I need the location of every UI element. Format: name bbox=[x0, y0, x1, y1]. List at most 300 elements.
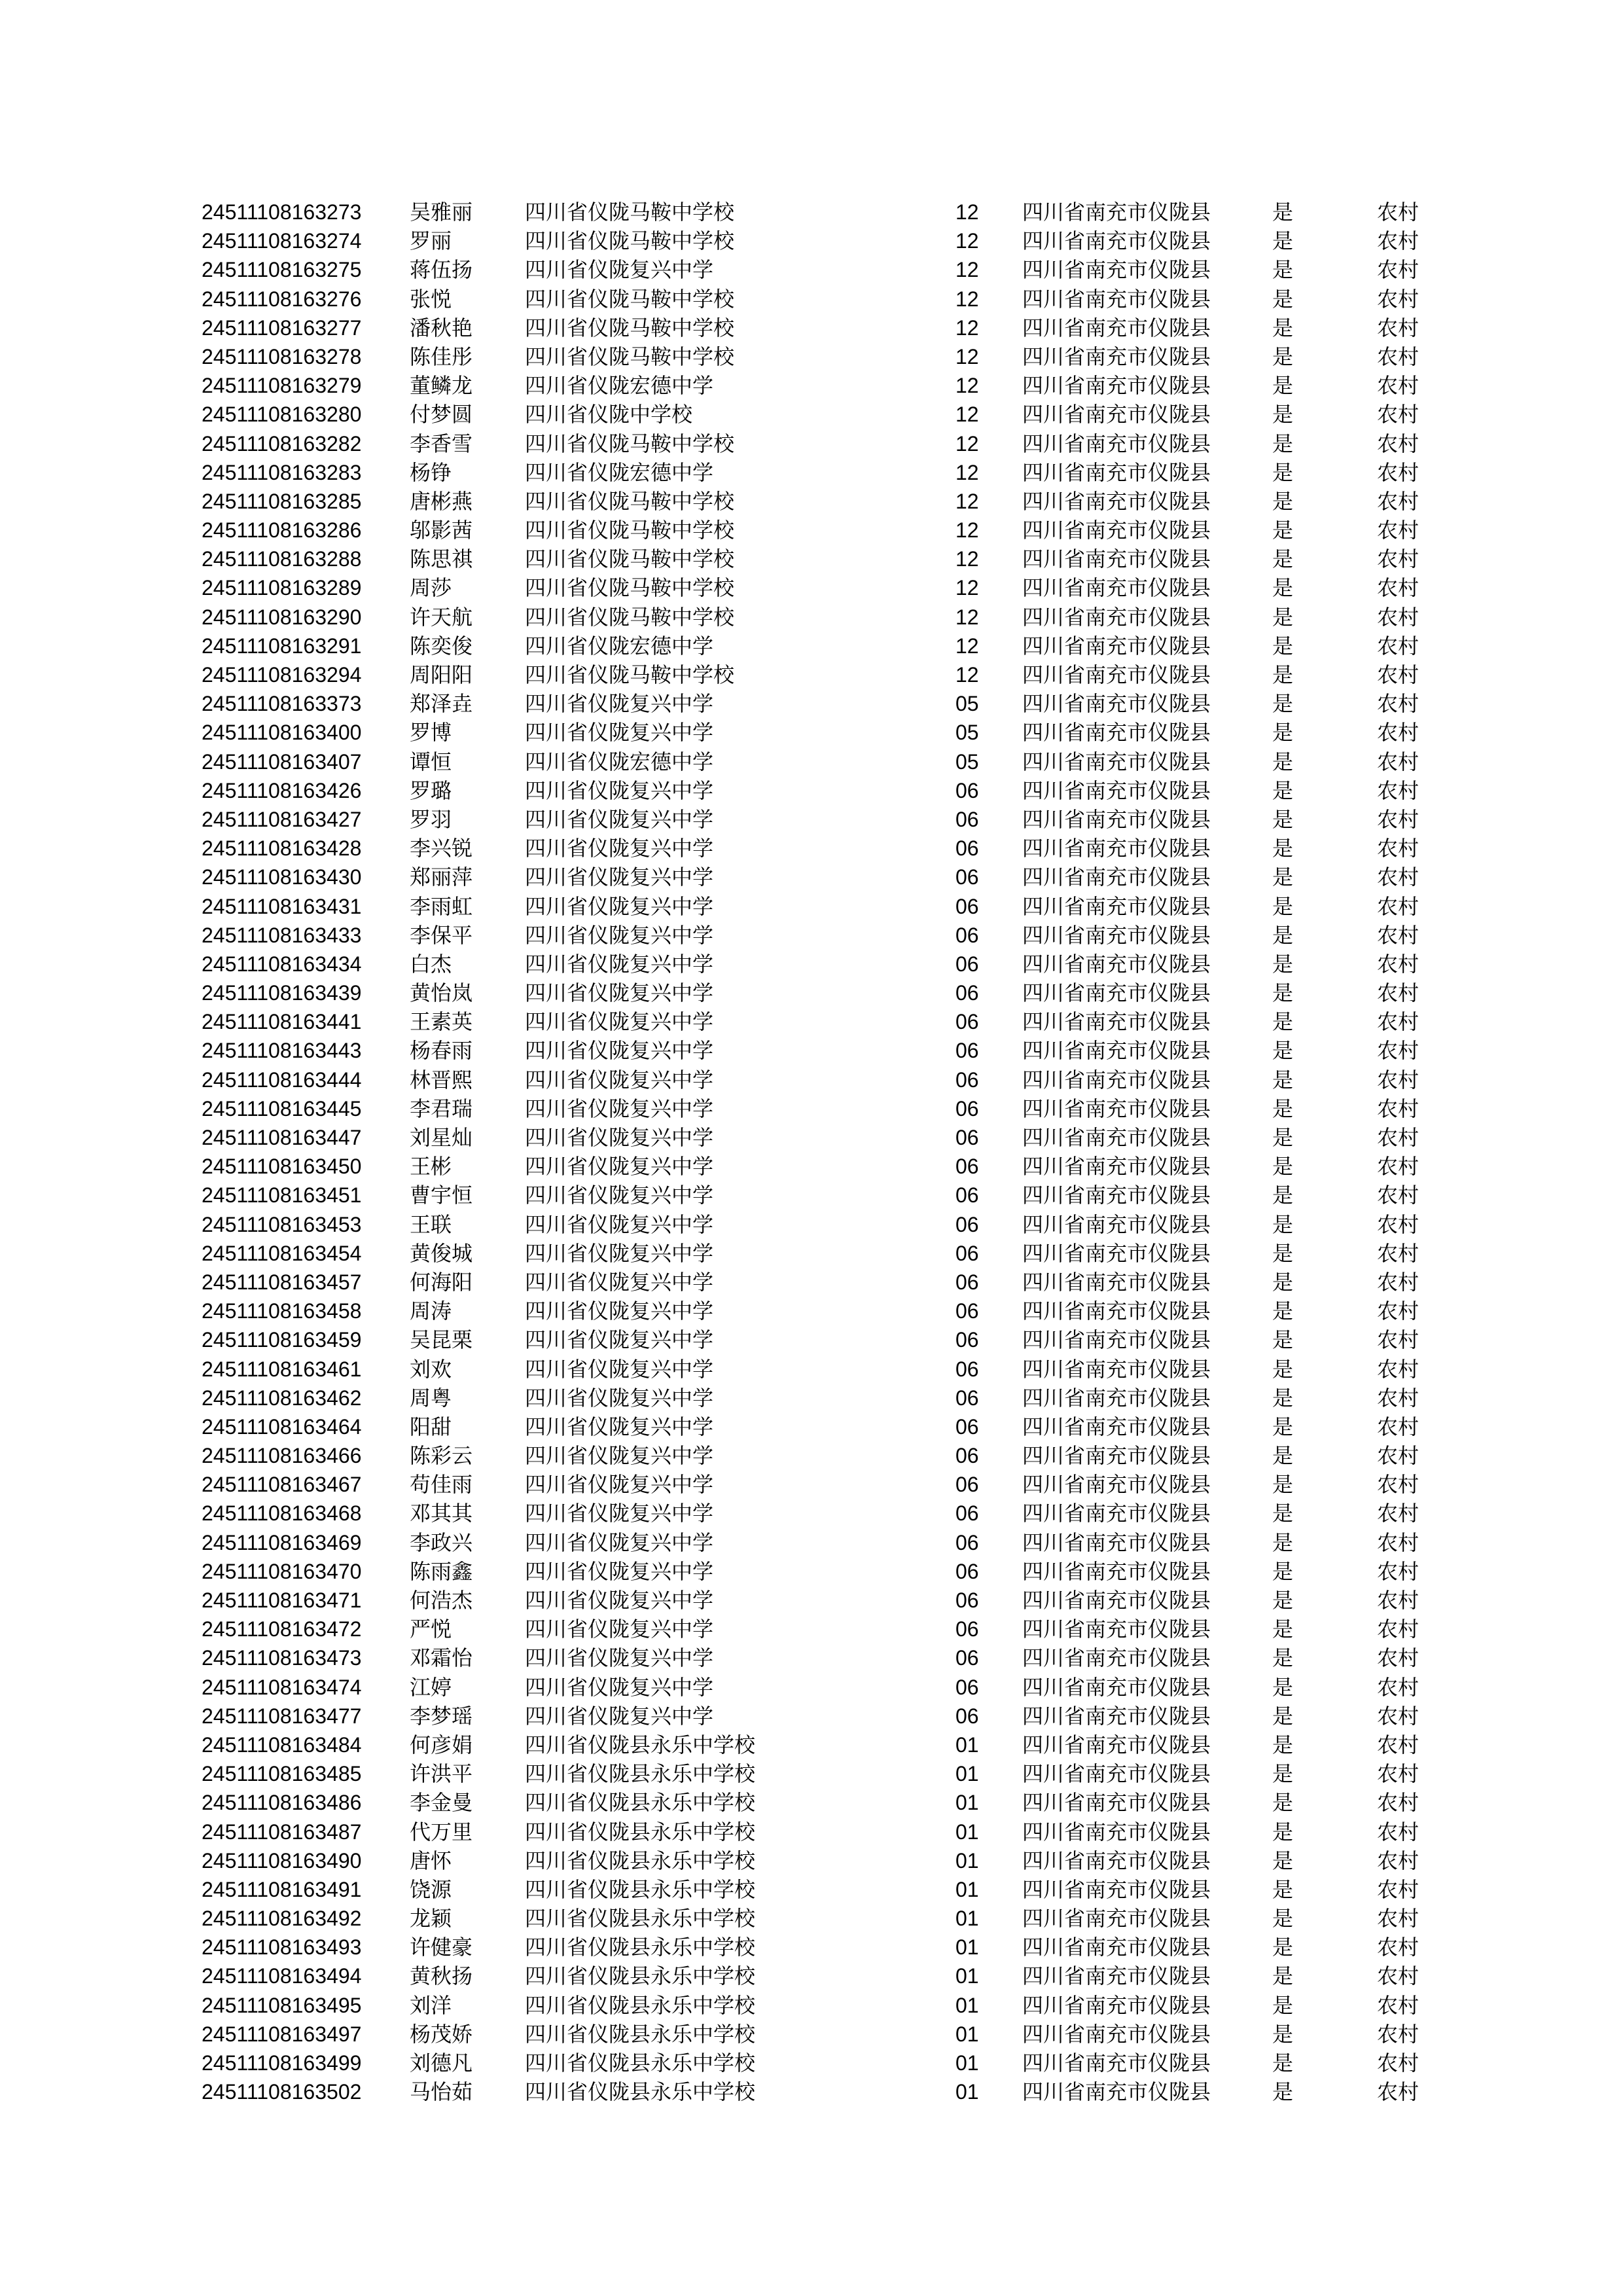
class-number: 12 bbox=[955, 200, 979, 224]
school-name: 四川省仪陇复兴中学 bbox=[525, 1414, 714, 1439]
address: 四川省南充市仪陇县 bbox=[1022, 1472, 1211, 1498]
table-row bbox=[202, 1991, 1445, 2020]
school-name: 四川省仪陇复兴中学 bbox=[525, 1096, 714, 1121]
student-id: 24511108163499 bbox=[202, 2051, 362, 2075]
class-number: 06 bbox=[955, 1414, 979, 1439]
address: 四川省南充市仪陇县 bbox=[1022, 1588, 1211, 1613]
table-row bbox=[202, 1412, 1445, 1441]
residence-type: 农村 bbox=[1377, 1732, 1419, 1757]
flag-value: 是 bbox=[1272, 951, 1294, 977]
table-row bbox=[202, 1297, 1445, 1325]
residence-type: 农村 bbox=[1377, 518, 1419, 543]
student-id: 24511108163275 bbox=[202, 258, 362, 282]
class-number: 12 bbox=[955, 229, 979, 253]
address: 四川省南充市仪陇县 bbox=[1022, 980, 1211, 1006]
student-name: 王素英 bbox=[410, 1009, 473, 1035]
flag-value: 是 bbox=[1272, 1761, 1294, 1787]
residence-type: 农村 bbox=[1377, 1501, 1419, 1526]
student-id: 24511108163285 bbox=[202, 489, 362, 513]
student-name: 王彬 bbox=[410, 1154, 452, 1179]
school-name: 四川省仪陇复兴中学 bbox=[525, 1299, 714, 1324]
table-row bbox=[202, 2020, 1445, 2049]
class-number: 12 bbox=[955, 460, 979, 484]
address: 四川省南充市仪陇县 bbox=[1022, 575, 1211, 601]
table-row bbox=[202, 545, 1445, 573]
residence-type: 农村 bbox=[1377, 1558, 1419, 1584]
class-number: 12 bbox=[955, 431, 979, 456]
school-name: 四川省仪陇县永乐中学校 bbox=[525, 1935, 756, 1960]
school-name: 四川省仪陇复兴中学 bbox=[525, 1240, 714, 1266]
school-name: 四川省仪陇复兴中学 bbox=[525, 836, 714, 861]
student-id: 24511108163289 bbox=[202, 576, 362, 600]
class-number: 06 bbox=[955, 1067, 979, 1092]
address: 四川省南充市仪陇县 bbox=[1022, 1761, 1211, 1787]
student-id: 24511108163493 bbox=[202, 1935, 362, 1960]
table-row bbox=[202, 660, 1445, 689]
class-number: 12 bbox=[955, 518, 979, 543]
student-id: 24511108163443 bbox=[202, 1039, 362, 1063]
class-number: 06 bbox=[955, 1096, 979, 1121]
table-row bbox=[202, 1325, 1445, 1354]
class-number: 12 bbox=[955, 663, 979, 687]
flag-value: 是 bbox=[1272, 1240, 1294, 1266]
residence-type: 农村 bbox=[1377, 488, 1419, 514]
address: 四川省南充市仪陇县 bbox=[1022, 431, 1211, 456]
class-number: 06 bbox=[955, 778, 979, 802]
table-row bbox=[202, 1384, 1445, 1412]
table-row bbox=[202, 1355, 1445, 1384]
class-number: 12 bbox=[955, 287, 979, 311]
class-number: 06 bbox=[955, 1126, 979, 1149]
student-id: 24511108163458 bbox=[202, 1299, 362, 1323]
table-row bbox=[202, 1673, 1445, 1702]
table-row bbox=[202, 342, 1445, 371]
class-number: 01 bbox=[955, 1848, 979, 1873]
table-row bbox=[202, 226, 1445, 255]
class-number: 01 bbox=[955, 2080, 979, 2104]
table-row bbox=[202, 689, 1445, 718]
school-name: 四川省仪陇县永乐中学校 bbox=[525, 1992, 756, 2018]
student-id: 24511108163497 bbox=[202, 2022, 362, 2046]
table-row bbox=[202, 429, 1445, 458]
student-id: 24511108163484 bbox=[202, 1732, 362, 1757]
class-number: 12 bbox=[955, 489, 979, 513]
address: 四川省南充市仪陇县 bbox=[1022, 893, 1211, 919]
student-name: 周粤 bbox=[410, 1385, 452, 1410]
student-name: 唐彬燕 bbox=[410, 488, 473, 514]
student-name: 陈佳彤 bbox=[410, 344, 473, 369]
student-name: 唐怀 bbox=[410, 1848, 452, 1873]
student-id: 24511108163487 bbox=[202, 1820, 362, 1844]
student-name: 王联 bbox=[410, 1211, 452, 1237]
school-name: 四川省仪陇复兴中学 bbox=[525, 720, 714, 745]
student-id: 24511108163468 bbox=[202, 1501, 362, 1526]
table-row bbox=[202, 950, 1445, 978]
student-name: 郑泽垚 bbox=[410, 691, 473, 717]
table-row bbox=[202, 1557, 1445, 1586]
flag-value: 是 bbox=[1272, 518, 1294, 543]
student-id: 24511108163485 bbox=[202, 1762, 362, 1786]
school-name: 四川省仪陇县永乐中学校 bbox=[525, 1732, 756, 1757]
residence-type: 农村 bbox=[1377, 257, 1419, 283]
student-id: 24511108163286 bbox=[202, 518, 362, 543]
flag-value: 是 bbox=[1272, 1125, 1294, 1150]
class-number: 05 bbox=[955, 749, 979, 774]
student-id: 24511108163471 bbox=[202, 1588, 362, 1612]
student-id: 24511108163400 bbox=[202, 721, 362, 745]
residence-type: 农村 bbox=[1377, 1617, 1419, 1642]
school-name: 四川省仪陇复兴中学 bbox=[525, 1501, 714, 1526]
school-name: 四川省仪陇县永乐中学校 bbox=[525, 1848, 756, 1873]
student-name: 罗璐 bbox=[410, 778, 452, 803]
student-name: 黄秋扬 bbox=[410, 1964, 473, 1989]
residence-type: 农村 bbox=[1377, 1009, 1419, 1035]
residence-type: 农村 bbox=[1377, 604, 1419, 630]
class-number: 01 bbox=[955, 1993, 979, 2017]
class-number: 06 bbox=[955, 1704, 979, 1728]
student-id: 24511108163427 bbox=[202, 807, 362, 831]
flag-value: 是 bbox=[1272, 1443, 1294, 1469]
residence-type: 农村 bbox=[1377, 1067, 1419, 1092]
table-row bbox=[202, 1818, 1445, 1846]
student-id: 24511108163474 bbox=[202, 1675, 362, 1699]
residence-type: 农村 bbox=[1377, 2051, 1419, 2075]
flag-value: 是 bbox=[1272, 1848, 1294, 1873]
school-name: 四川省仪陇复兴中学 bbox=[525, 1588, 714, 1613]
flag-value: 是 bbox=[1272, 344, 1294, 369]
table-row bbox=[202, 487, 1445, 516]
student-id: 24511108163461 bbox=[202, 1357, 362, 1381]
school-name: 四川省仪陇马鞍中学校 bbox=[525, 547, 735, 572]
table-row bbox=[202, 1470, 1445, 1499]
student-name: 周阳阳 bbox=[410, 662, 473, 687]
school-name: 四川省仪陇复兴中学 bbox=[525, 778, 714, 803]
flag-value: 是 bbox=[1272, 1617, 1294, 1642]
school-name: 四川省仪陇复兴中学 bbox=[525, 1703, 714, 1729]
table-row bbox=[202, 1210, 1445, 1239]
flag-value: 是 bbox=[1272, 893, 1294, 919]
school-name: 四川省仪陇县永乐中学校 bbox=[525, 1906, 756, 1931]
school-name: 四川省仪陇复兴中学 bbox=[525, 1472, 714, 1498]
student-name: 黄怡岚 bbox=[410, 980, 473, 1006]
student-id: 24511108163492 bbox=[202, 1907, 362, 1931]
residence-type: 农村 bbox=[1377, 575, 1419, 601]
student-id: 24511108163457 bbox=[202, 1270, 362, 1294]
school-name: 四川省仪陇宏德中学 bbox=[525, 459, 714, 485]
table-row bbox=[202, 978, 1445, 1007]
address: 四川省南充市仪陇县 bbox=[1022, 749, 1211, 774]
flag-value: 是 bbox=[1272, 1269, 1294, 1295]
student-name: 邓其其 bbox=[410, 1501, 473, 1526]
residence-type: 农村 bbox=[1377, 922, 1419, 948]
table-row bbox=[202, 573, 1445, 602]
address: 四川省南充市仪陇县 bbox=[1022, 1327, 1211, 1353]
class-number: 06 bbox=[955, 1559, 979, 1583]
student-name: 龙颖 bbox=[410, 1906, 452, 1931]
class-number: 06 bbox=[955, 1646, 979, 1670]
residence-type: 农村 bbox=[1377, 1385, 1419, 1410]
class-number: 06 bbox=[955, 1039, 979, 1063]
student-name: 李梦瑶 bbox=[410, 1703, 473, 1729]
address: 四川省南充市仪陇县 bbox=[1022, 1790, 1211, 1816]
class-number: 06 bbox=[955, 1357, 979, 1381]
student-name: 江婷 bbox=[410, 1674, 452, 1700]
student-name: 付梦圆 bbox=[410, 402, 473, 427]
student-name: 刘星灿 bbox=[410, 1125, 473, 1150]
table-row bbox=[202, 371, 1445, 400]
table-row bbox=[202, 1586, 1445, 1615]
student-id: 24511108163502 bbox=[202, 2080, 362, 2104]
residence-type: 农村 bbox=[1377, 1443, 1419, 1469]
school-name: 四川省仪陇宏德中学 bbox=[525, 749, 714, 774]
residence-type: 农村 bbox=[1377, 1327, 1419, 1353]
student-name: 代万里 bbox=[410, 1819, 473, 1844]
flag-value: 是 bbox=[1272, 1211, 1294, 1237]
student-id: 24511108163477 bbox=[202, 1704, 362, 1728]
student-name: 董鳞龙 bbox=[410, 373, 473, 399]
student-name: 李保平 bbox=[410, 922, 473, 948]
residence-type: 农村 bbox=[1377, 865, 1419, 890]
residence-type: 农村 bbox=[1377, 980, 1419, 1006]
student-name: 吴昆栗 bbox=[410, 1327, 473, 1353]
school-name: 四川省仪陇复兴中学 bbox=[525, 806, 714, 832]
school-name: 四川省仪陇复兴中学 bbox=[525, 1211, 714, 1237]
flag-value: 是 bbox=[1272, 1009, 1294, 1035]
residence-type: 农村 bbox=[1377, 1530, 1419, 1555]
class-number: 06 bbox=[955, 923, 979, 947]
flag-value: 是 bbox=[1272, 228, 1294, 254]
address: 四川省南充市仪陇县 bbox=[1022, 2079, 1211, 2105]
residence-type: 农村 bbox=[1377, 344, 1419, 369]
student-name: 刘德凡 bbox=[410, 2051, 473, 2075]
address: 四川省南充市仪陇县 bbox=[1022, 402, 1211, 427]
table-row bbox=[202, 400, 1445, 429]
residence-type: 农村 bbox=[1377, 431, 1419, 456]
table-row bbox=[202, 516, 1445, 545]
address: 四川省南充市仪陇县 bbox=[1022, 315, 1211, 340]
student-id: 24511108163283 bbox=[202, 460, 362, 484]
address: 四川省南充市仪陇县 bbox=[1022, 1906, 1211, 1931]
student-id: 24511108163462 bbox=[202, 1386, 362, 1410]
address: 四川省南充市仪陇县 bbox=[1022, 1096, 1211, 1121]
flag-value: 是 bbox=[1272, 547, 1294, 572]
flag-value: 是 bbox=[1272, 1992, 1294, 2018]
residence-type: 农村 bbox=[1377, 1819, 1419, 1844]
student-id: 24511108163431 bbox=[202, 894, 362, 918]
school-name: 四川省仪陇马鞍中学校 bbox=[525, 662, 735, 687]
residence-type: 农村 bbox=[1377, 1414, 1419, 1439]
class-number: 06 bbox=[955, 1473, 979, 1497]
flag-value: 是 bbox=[1272, 1935, 1294, 1960]
residence-type: 农村 bbox=[1377, 1964, 1419, 1989]
school-name: 四川省仪陇县永乐中学校 bbox=[525, 1876, 756, 1902]
address: 四川省南充市仪陇县 bbox=[1022, 1443, 1211, 1469]
table-row bbox=[202, 1123, 1445, 1152]
school-name: 四川省仪陇县永乐中学校 bbox=[525, 1964, 756, 1989]
student-name: 郑丽萍 bbox=[410, 865, 473, 890]
table-row bbox=[202, 1759, 1445, 1788]
school-name: 四川省仪陇复兴中学 bbox=[525, 951, 714, 977]
table-row bbox=[202, 776, 1445, 805]
table-row bbox=[202, 285, 1445, 314]
student-id: 24511108163434 bbox=[202, 952, 362, 976]
student-name: 张悦 bbox=[410, 286, 452, 312]
flag-value: 是 bbox=[1272, 1183, 1294, 1208]
table-row bbox=[202, 863, 1445, 891]
flag-value: 是 bbox=[1272, 315, 1294, 340]
class-number: 01 bbox=[955, 1791, 979, 1815]
address: 四川省南充市仪陇县 bbox=[1022, 1154, 1211, 1179]
table-row bbox=[202, 1066, 1445, 1094]
flag-value: 是 bbox=[1272, 1154, 1294, 1179]
class-number: 06 bbox=[955, 1270, 979, 1294]
flag-value: 是 bbox=[1272, 402, 1294, 427]
school-name: 四川省仪陇复兴中学 bbox=[525, 1183, 714, 1208]
address: 四川省南充市仪陇县 bbox=[1022, 1414, 1211, 1439]
class-number: 01 bbox=[955, 2022, 979, 2046]
residence-type: 农村 bbox=[1377, 1935, 1419, 1960]
address: 四川省南充市仪陇县 bbox=[1022, 836, 1211, 861]
class-number: 06 bbox=[955, 1501, 979, 1526]
student-name: 何浩杰 bbox=[410, 1588, 473, 1613]
class-number: 01 bbox=[955, 1820, 979, 1844]
address: 四川省南充市仪陇县 bbox=[1022, 1240, 1211, 1266]
class-number: 01 bbox=[955, 1877, 979, 1901]
school-name: 四川省仪陇复兴中学 bbox=[525, 865, 714, 890]
address: 四川省南充市仪陇县 bbox=[1022, 1356, 1211, 1382]
residence-type: 农村 bbox=[1377, 1761, 1419, 1787]
address: 四川省南充市仪陇县 bbox=[1022, 1183, 1211, 1208]
student-id: 24511108163273 bbox=[202, 200, 362, 224]
school-name: 四川省仪陇马鞍中学校 bbox=[525, 488, 735, 514]
residence-type: 农村 bbox=[1377, 1645, 1419, 1671]
school-name: 四川省仪陇马鞍中学校 bbox=[525, 604, 735, 630]
school-name: 四川省仪陇县永乐中学校 bbox=[525, 1761, 756, 1787]
student-name: 白杰 bbox=[410, 951, 452, 977]
class-number: 06 bbox=[955, 836, 979, 861]
student-id: 24511108163490 bbox=[202, 1848, 362, 1873]
address: 四川省南充市仪陇县 bbox=[1022, 720, 1211, 745]
school-name: 四川省仪陇马鞍中学校 bbox=[525, 315, 735, 340]
flag-value: 是 bbox=[1272, 1732, 1294, 1757]
residence-type: 农村 bbox=[1377, 1240, 1419, 1266]
residence-type: 农村 bbox=[1377, 547, 1419, 572]
school-name: 四川省仪陇复兴中学 bbox=[525, 1067, 714, 1092]
residence-type: 农村 bbox=[1377, 720, 1419, 745]
class-number: 01 bbox=[955, 1762, 979, 1786]
class-number: 06 bbox=[955, 1386, 979, 1410]
student-name: 严悦 bbox=[410, 1617, 452, 1642]
student-name: 许洪平 bbox=[410, 1761, 473, 1787]
residence-type: 农村 bbox=[1377, 1038, 1419, 1064]
table-row bbox=[202, 718, 1445, 747]
class-number: 06 bbox=[955, 1530, 979, 1554]
class-number: 06 bbox=[955, 1588, 979, 1612]
class-number: 01 bbox=[955, 1907, 979, 1931]
student-id: 24511108163288 bbox=[202, 547, 362, 571]
address: 四川省南充市仪陇县 bbox=[1022, 1964, 1211, 1989]
student-id: 24511108163439 bbox=[202, 981, 362, 1005]
table-row bbox=[202, 1643, 1445, 1672]
table-row bbox=[202, 1239, 1445, 1268]
table-row bbox=[202, 805, 1445, 834]
flag-value: 是 bbox=[1272, 1472, 1294, 1498]
school-name: 四川省仪陇复兴中学 bbox=[525, 691, 714, 717]
residence-type: 农村 bbox=[1377, 806, 1419, 832]
student-id: 24511108163495 bbox=[202, 1993, 362, 2017]
student-name: 杨春雨 bbox=[410, 1038, 473, 1064]
address: 四川省南充市仪陇县 bbox=[1022, 1501, 1211, 1526]
student-name: 周莎 bbox=[410, 575, 452, 601]
school-name: 四川省仪陇复兴中学 bbox=[525, 1617, 714, 1642]
residence-type: 农村 bbox=[1377, 1906, 1419, 1931]
school-name: 四川省仪陇马鞍中学校 bbox=[525, 575, 735, 601]
address: 四川省南充市仪陇县 bbox=[1022, 604, 1211, 630]
flag-value: 是 bbox=[1272, 1038, 1294, 1064]
student-id: 24511108163494 bbox=[202, 1964, 362, 1988]
class-number: 06 bbox=[955, 981, 979, 1005]
address: 四川省南充市仪陇县 bbox=[1022, 1848, 1211, 1873]
address: 四川省南充市仪陇县 bbox=[1022, 286, 1211, 312]
flag-value: 是 bbox=[1272, 2079, 1294, 2105]
table-row bbox=[202, 198, 1445, 226]
residence-type: 农村 bbox=[1377, 373, 1419, 399]
student-name: 许天航 bbox=[410, 604, 473, 630]
student-name: 周涛 bbox=[410, 1299, 452, 1324]
flag-value: 是 bbox=[1272, 1645, 1294, 1671]
student-name: 吴雅丽 bbox=[410, 200, 473, 224]
flag-value: 是 bbox=[1272, 662, 1294, 687]
school-name: 四川省仪陇县永乐中学校 bbox=[525, 1819, 756, 1844]
residence-type: 农村 bbox=[1377, 200, 1419, 224]
student-id: 24511108163469 bbox=[202, 1530, 362, 1554]
address: 四川省南充市仪陇县 bbox=[1022, 373, 1211, 399]
flag-value: 是 bbox=[1272, 1906, 1294, 1931]
student-name: 罗羽 bbox=[410, 806, 452, 832]
school-name: 四川省仪陇复兴中学 bbox=[525, 1154, 714, 1179]
class-number: 06 bbox=[955, 1010, 979, 1034]
student-name: 刘欢 bbox=[410, 1356, 452, 1382]
flag-value: 是 bbox=[1272, 806, 1294, 832]
address: 四川省南充市仪陇县 bbox=[1022, 691, 1211, 717]
residence-type: 农村 bbox=[1377, 1154, 1419, 1179]
student-id: 24511108163276 bbox=[202, 287, 362, 311]
school-name: 四川省仪陇马鞍中学校 bbox=[525, 344, 735, 369]
student-name: 马怡茹 bbox=[410, 2079, 473, 2105]
flag-value: 是 bbox=[1272, 778, 1294, 803]
student-id: 24511108163472 bbox=[202, 1617, 362, 1641]
school-name: 四川省仪陇马鞍中学校 bbox=[525, 200, 735, 224]
residence-type: 农村 bbox=[1377, 1876, 1419, 1902]
class-number: 05 bbox=[955, 721, 979, 745]
address: 四川省南充市仪陇县 bbox=[1022, 778, 1211, 803]
flag-value: 是 bbox=[1272, 1327, 1294, 1353]
student-name: 林晋熙 bbox=[410, 1067, 473, 1092]
flag-value: 是 bbox=[1272, 575, 1294, 601]
class-number: 12 bbox=[955, 403, 979, 427]
student-name: 饶源 bbox=[410, 1876, 452, 1902]
flag-value: 是 bbox=[1272, 2021, 1294, 2047]
school-name: 四川省仪陇复兴中学 bbox=[525, 1558, 714, 1584]
residence-type: 农村 bbox=[1377, 1848, 1419, 1873]
student-id: 24511108163466 bbox=[202, 1444, 362, 1468]
student-name: 黄俊城 bbox=[410, 1240, 473, 1266]
student-id: 24511108163453 bbox=[202, 1212, 362, 1236]
student-id: 24511108163459 bbox=[202, 1328, 362, 1352]
class-number: 12 bbox=[955, 605, 979, 629]
flag-value: 是 bbox=[1272, 1876, 1294, 1902]
student-id: 24511108163430 bbox=[202, 865, 362, 889]
